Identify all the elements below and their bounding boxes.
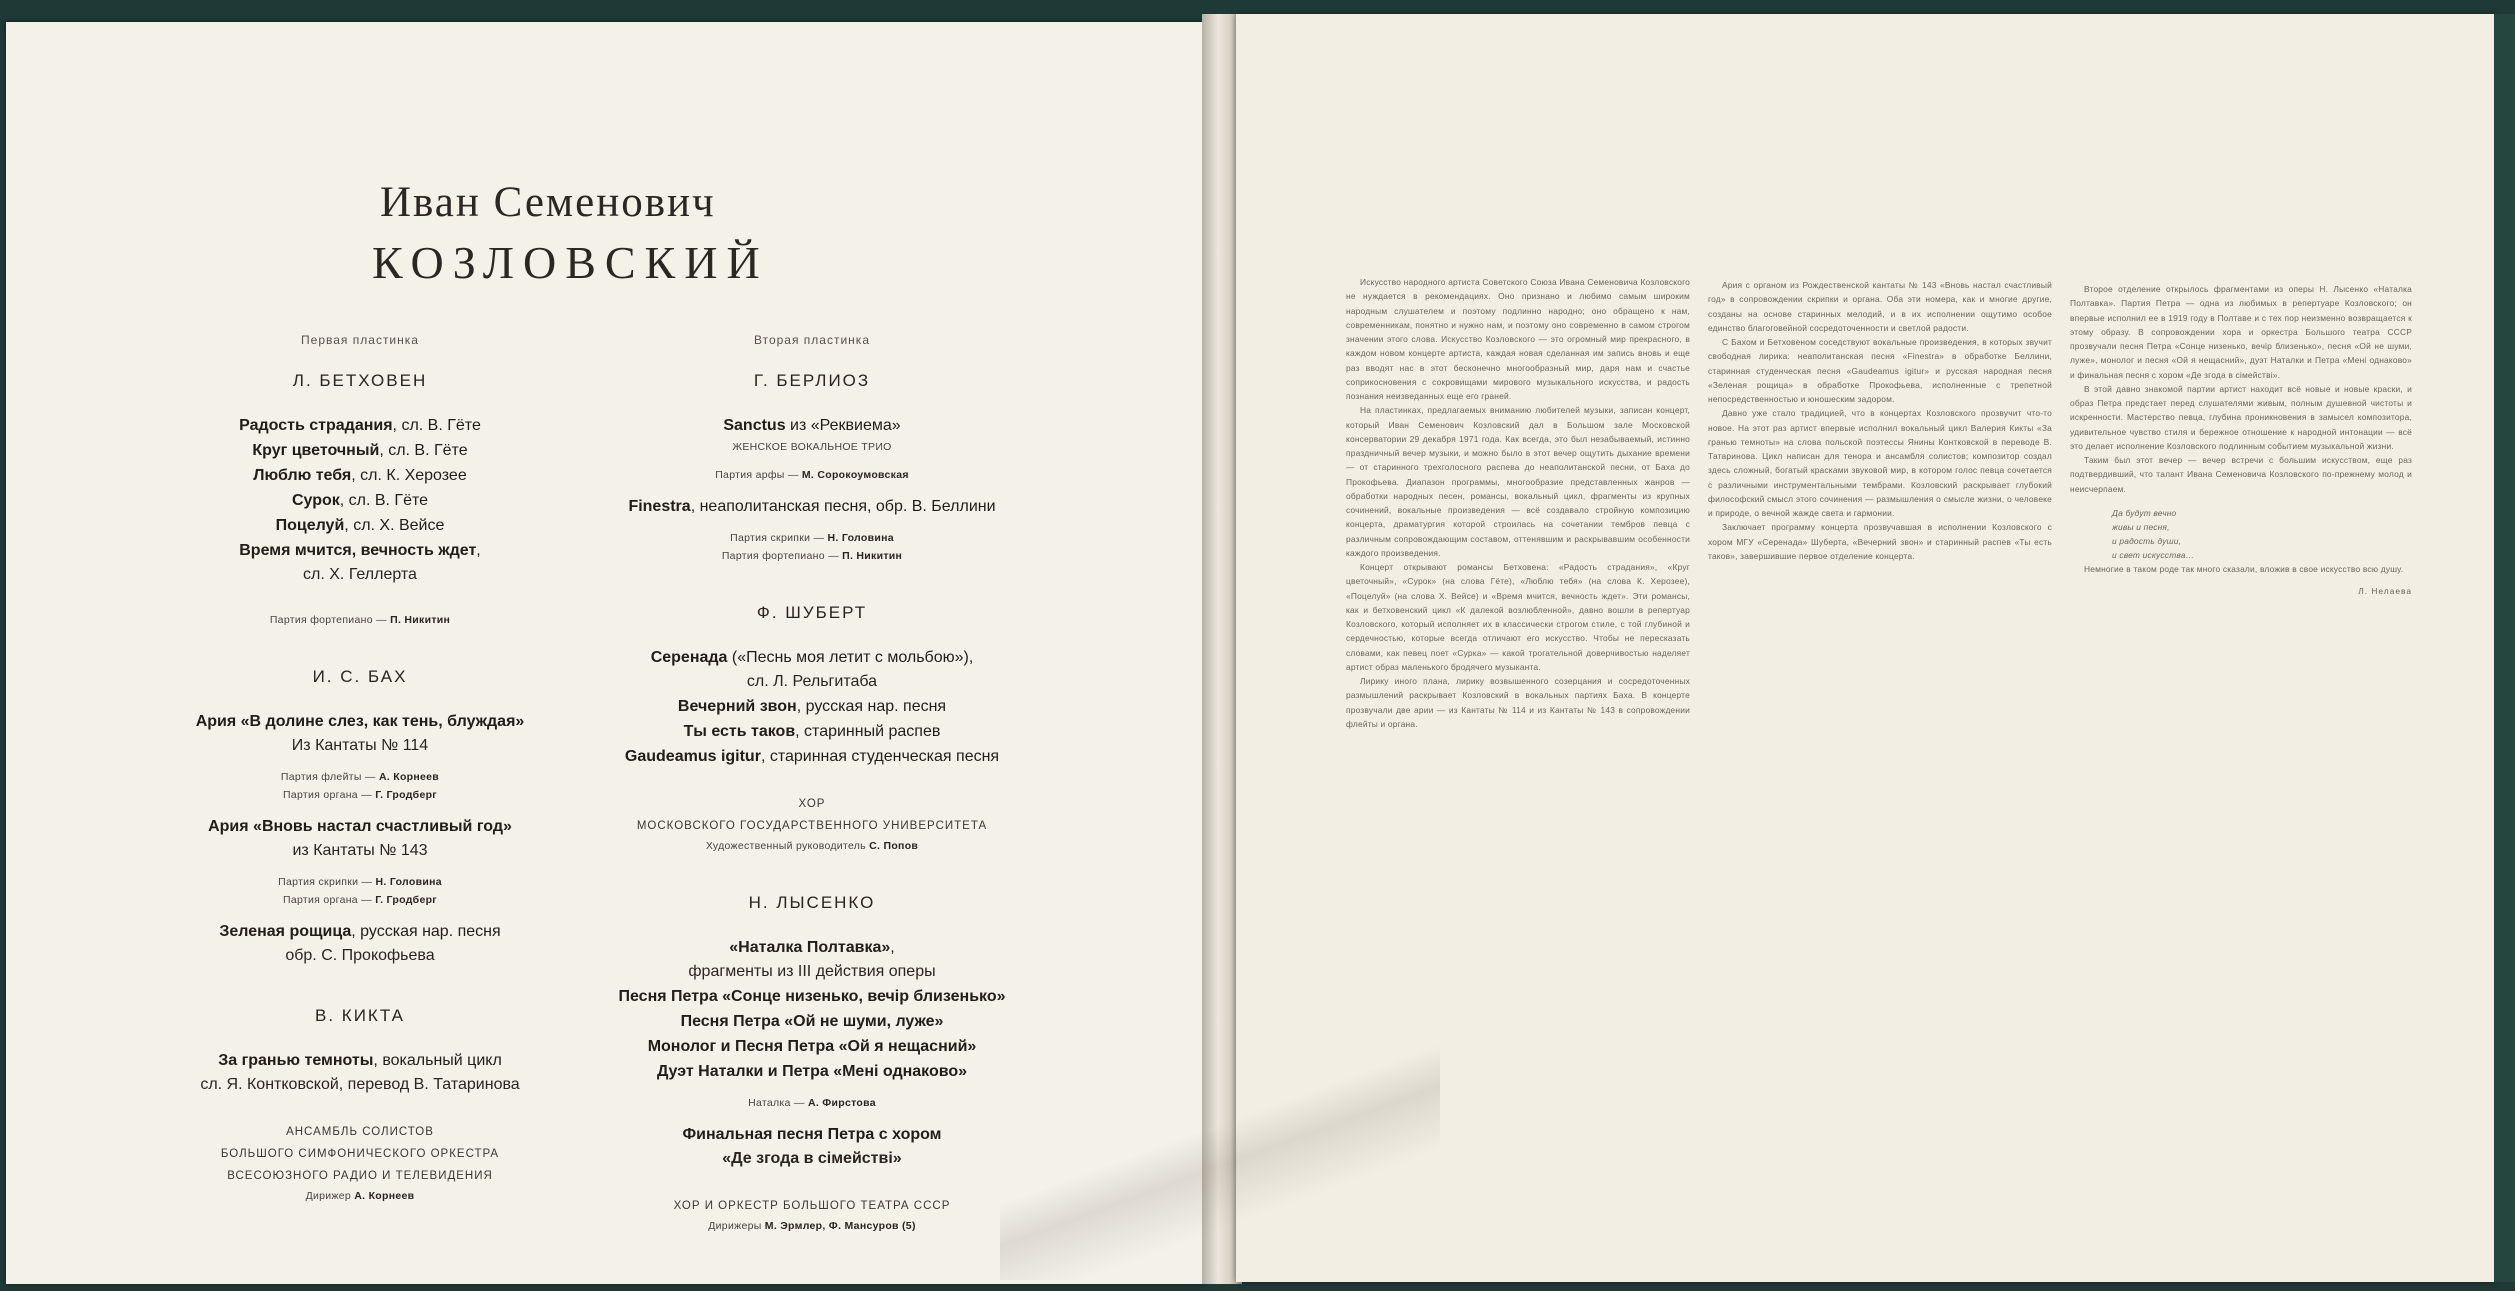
track-title: Люблю тебя, сл. К. Херозее (253, 467, 467, 484)
track-name: Круг цветочный (252, 442, 380, 459)
spacer (598, 1171, 1026, 1195)
poem-line: Да будут вечно (2112, 507, 2177, 518)
track-title: «Наталка Полтавка», (729, 939, 895, 956)
performer-credit: Партия скрипки — Н. Головина (278, 876, 442, 888)
track-name: Дуэт Наталки и Петра «Менi однаково» (656, 1063, 968, 1080)
liner-notes-column-3 (2070, 282, 2412, 598)
article-paragraph: Немногие в таком роде так много сказали, вложив в свое искусство всю душу. (2084, 563, 2404, 574)
article-paragraph: С Бахом и Бетховеном соседствуют вокальные произведения, в которых звучит свободная лирика: неаполитанская песня «Finestra» в обработке Беллини, старинная студенческая песня «Gaudeamus igitur» и русская народная песня «Зеленая рощица» в обработке Прокофьева, исполненные с трепетной непосредственностью и юношеским задором. (1708, 337, 2052, 404)
track-title (598, 1034, 1026, 1059)
performer-credit: Партия скрипки — Н. Головина (730, 532, 894, 544)
performer-name: А. Фирстова (807, 1097, 876, 1109)
track-entry (598, 694, 1026, 719)
track-subtitle: сл. Х. Геллерта (303, 566, 417, 583)
performer-credit: Партия фортепиано — П. Никитин (269, 614, 451, 626)
disc-label: Вторая пластинка (753, 333, 870, 347)
article-paragraph: Ария с органом из Рождественской кантаты № 143 «Вновь настал счастливый год» в сопровождении скрипки и органа. Оба эти номера, как и многие другие, созданы на основе старинных мелодий, и в их исполнении ощутимо особое единство благоговейной сосредоточенности и светлой радости. (1708, 280, 2052, 333)
track-title (170, 814, 550, 839)
track-subtitle: фрагменты из III действия оперы (688, 963, 936, 980)
track-entry (170, 1048, 550, 1097)
performer-credit: Дирижеры М. Эрмлер, Ф. Мансуров (5) (708, 1220, 916, 1232)
track-title: Поцелуй, сл. Х. Вейсе (275, 517, 445, 534)
ensemble-line: ВСЕСОЮЗНОГО РАДИО И ТЕЛЕВИДЕНИЯ (227, 1170, 493, 1182)
ensemble-line: АНСАМБЛЬ СОЛИСТОВ (286, 1126, 434, 1138)
track-name: Песня Петра «Сонце низенько, вечiр близенько» (618, 988, 1006, 1005)
track-entry (170, 488, 550, 513)
track-title: Зеленая рощица, русская нар. песня (219, 923, 501, 940)
performer-name: М. Эрмлер, Ф. Мансуров (5) (764, 1220, 916, 1232)
track-title: Радость страдания, сл. В. Гёте (239, 417, 481, 434)
track-entry (170, 709, 550, 814)
ensemble-line: БОЛЬШОГО СИМФОНИЧЕСКОГО ОРКЕСТРА (220, 1148, 500, 1160)
track-title: Сурок, сл. В. Гёте (291, 492, 429, 509)
liner-notes-column-1 (1346, 275, 1690, 731)
spacer (170, 1097, 550, 1121)
track-entry (598, 1122, 1026, 1171)
performer-credit: Партия органа — Г. Гродберг (283, 789, 437, 801)
track-name: Ария «В долине слез, как тень, блуждая» (195, 713, 525, 730)
performer-name: П. Никитин (842, 550, 903, 562)
track-name: Ария «Вновь настал счастливый год» (208, 818, 512, 835)
track-name: Монолог и Песня Петра «Ой я нещасний» (647, 1038, 977, 1055)
track-name: За гранью темноты (218, 1052, 374, 1069)
track-entry (170, 463, 550, 488)
spacer (170, 863, 550, 873)
track-entry (598, 494, 1026, 565)
composer-heading: В. КИКТА (315, 1006, 405, 1025)
track-name: Время мчится, вечность ждет (239, 542, 477, 559)
track-subtitle: сл. Я. Контковской, перевод В. Татаринова (200, 1076, 520, 1093)
track-title: Вечерний звон, русская нар. песня (677, 698, 947, 715)
performer-name: Г. Гродберг (375, 894, 437, 906)
spacer (170, 968, 550, 998)
article-paragraph: Искусство народного артиста Советского Союза Ивана Семеновича Козловского не нуждается в рекомендациях. Оно признано и любимо самым широким народным слушателем и поэтому подлинно народно; оно обращено к нам, современникам, понятно и нужно нам, и поэтому оно современно в самом строгом значении этого слова. Искусство Козловского — это огромный мир прекрасного, в каждом новом концерте артиста, каждая новая сделанная им запись вновь и еще раз вводят нас в этот бесконечно многообразный мир, даря нам и счастье соприкосновения с сокровищами мирового музыкального искусства, и радость познания неизведанных еще его граней. (1346, 277, 1690, 401)
track-subtitle: обр. С. Прокофьева (285, 947, 435, 964)
track-name: Сурок (291, 492, 340, 509)
track-title: Sanctus из «Реквиема» (723, 417, 901, 434)
fold-shadow (1000, 1010, 1440, 1280)
spacer (598, 484, 1026, 494)
track-name: Песня Петра «Ой не шуми, луже» (680, 1013, 944, 1030)
track-title: Gaudeamus igitur, старинная студенческая песня (624, 748, 1000, 765)
artist-surname: КОЗЛОВСКИЙ (372, 237, 769, 288)
performer-credit: Партия органа — Г. Гродберг (283, 894, 437, 906)
track-subtitle: Из Кантаты № 114 (291, 737, 429, 754)
performer-name: А. Корнеев (378, 771, 440, 783)
track-title (170, 709, 550, 734)
track-name: Радость страдания (239, 417, 393, 434)
composer-heading: Н. ЛЫСЕНКО (748, 893, 876, 912)
track-entry (170, 413, 550, 438)
track-subtitle: сл. Л. Рельгитаба (746, 673, 878, 690)
disc-label: Первая пластинка (301, 333, 419, 347)
article-paragraph: Заключает программу концерта прозвучавшая в исполнении Козловского с хором МГУ «Серенада» Шуберта, «Вечерний звон» и старинный распев «Ты есть таков», завершившие первое отделение концерта. (1708, 522, 2052, 561)
track-title: За гранью темноты, вокальный цикл (218, 1052, 502, 1069)
article-paragraph: В этой давно знакомой партии артист находит всё новые и новые краски, и образ Петра предстает перед слушателями живым, полным душевной чистоты и искренности. Мастерство певца, глубина проникновения в замысел композитора, удивительное чувство стиля и бережное отношение к народной интонации — всё это делает исполнение Козловского подлинным событием музыкальной жизни. (2070, 383, 2412, 451)
track-subtitle (598, 1147, 1026, 1171)
composer-heading: И. С. БАХ (312, 667, 408, 686)
performer-name: А. Корнеев (354, 1190, 415, 1202)
poem-quote (2112, 506, 2412, 562)
performer-credit: Наталка — А. Фирстова (748, 1097, 876, 1109)
article-paragraph: Второе отделение открылось фрагментами из оперы Н. Лысенко «Наталка Полтавка». Партия Петра — одна из любимых в репертуаре Козловского; он впервые исполнил ее в 1919 году в Полтаве и с тех пор неизменно возвращается к этому образу. В сопровождении хора и оркестра Большого театра СССР прозвучали песня Петра «Сонце низенько, вечiр близенько», песня «Ой не шуми, луже», монолог и песня «Ой я нещасний», дуэт Наталки и Петра «Менi однаково» и финальная песня с хором «Де згода в сiмействi». (2070, 284, 2412, 380)
author-signature: Л. Нелаева (2358, 586, 2412, 596)
article-paragraph: Таким был этот вечер — вечер встречи с большим искусством, еще раз подтвердивший, что талант Ивана Семеновича Козловского по-прежнему молод и неисчерпаем. (2070, 455, 2412, 494)
track-entry (598, 744, 1026, 769)
disc1-tracklist (170, 333, 550, 1205)
poem-line: и радость души, (2112, 535, 2182, 546)
track-entry (598, 984, 1026, 1009)
track-entry (598, 413, 1026, 494)
performer-name: Н. Головина (375, 876, 442, 888)
artist-first-names: Иван Семенович (380, 179, 716, 226)
performer-name: П. Никитин (390, 614, 451, 626)
performer-credit: Партия флейты — А. Корнеев (280, 771, 440, 783)
track-name: Люблю тебя (253, 467, 352, 484)
performer-credit: Художественный руководитель С. Попов (705, 840, 919, 852)
track-name: Поцелуй (275, 517, 345, 534)
ensemble-line: ХОР (798, 798, 826, 810)
spacer (170, 758, 550, 768)
article-paragraph: На пластинках, предлагаемых вниманию любителей музыки, записан концерт, который Иван Семенович Козловский дал в Большом зале Московской консерватории 29 декабря 1971 года. Как всегда, это был незабываемый, истинно праздничный вечер музыки, и можно было в этот вечер ощутить дыхание времени — от старинного трехголосного распева до неаполитанской песни, от Баха до Прокофьева. Диапазон программы, многообразие представленных жанров — обработки народных песен, романсы, вокальный цикл, фрагменты из крупных сочинений, вокальные произведения — всё создавало стройную композицию концерта, драматургия которой строилась на сочетании тембров певца с различным сопровождающим составом, оттенявшим и раскрывавшим особенности каждого произведения. (1346, 405, 1690, 558)
track-entry (170, 919, 550, 968)
composer-heading: Г. БЕРЛИОЗ (753, 371, 871, 390)
track-title (598, 1009, 1026, 1034)
performer-name: С. Попов (869, 840, 919, 852)
poem-line: и свет искусства… (2112, 549, 2195, 560)
track-subtitle-bold: «Де згода в сiмействi» (722, 1150, 902, 1167)
track-entry (170, 513, 550, 538)
spacer (598, 456, 1026, 466)
track-title: Серенада («Песнь моя летит с мольбою»), (650, 649, 974, 666)
track-name: Sanctus (723, 417, 786, 434)
performer-credit: Дирижер А. Корнеев (305, 1190, 415, 1202)
background-edge (2494, 14, 2515, 1282)
track-name: Финальная песня Петра с хором (682, 1126, 942, 1143)
track-entry (598, 719, 1026, 744)
track-entry (170, 538, 550, 587)
performer-name: Г. Гродберг (375, 789, 437, 801)
track-name: Зеленая рощица (219, 923, 352, 940)
track-name: Вечерний звон (677, 698, 797, 715)
article-paragraph: Лирику иного плана, лирику возвышенного созерцания и сосредоточенных размышлений раскрывает Козловский в вокальных партиях Баха. В концерте прозвучали две арии — из Кантаты № 114 и из Кантаты № 143 в сопровождении флейты и органа. (1346, 676, 1690, 729)
track-title (598, 1122, 1026, 1147)
spacer (598, 855, 1026, 885)
track-title (598, 1059, 1026, 1084)
composer-heading: Ф. ШУБЕРТ (756, 603, 868, 622)
performer-credit: Партия фортепиано — П. Никитин (721, 550, 903, 562)
track-name: «Наталка Полтавка» (729, 939, 891, 956)
track-title: Время мчится, вечность ждет, (239, 542, 481, 559)
ensemble-note: ЖЕНСКОЕ ВОКАЛЬНОЕ ТРИО (732, 441, 892, 453)
article-paragraph: Давно уже стало традицией, что в концертах Козловского прозвучит что-то новое. На этот раз артист впервые исполнил вокальный цикл Валерия Кикты «За гранью темноты» на слова польской поэтессы Янины Контковской в переводе В. Татаринова. Цикл написан для тенора и ансамбля солистов; композитор создал здесь сложный, богатый красками звуковой мир, в котором голос певца сочетается с различными инструментальными тембрами. Козловский раскрывает глубокий философский смысл этого сочинения — размышления о смысле жизни, о человеке и природе, о вечной жажде света и гармонии. (1708, 408, 2052, 518)
ensemble-line: МОСКОВСКОГО ГОСУДАРСТВЕННОГО УНИВЕРСИТЕТА (636, 820, 988, 832)
track-name: Finestra (628, 498, 691, 515)
track-title: Ты есть таков, старинный распев (683, 723, 941, 740)
track-entry (598, 1009, 1026, 1034)
track-title: Круг цветочный, сл. В. Гёте (252, 442, 468, 459)
spacer (598, 1084, 1026, 1094)
performer-name: Н. Головина (827, 532, 894, 544)
performer-name: М. Сорокоумовская (801, 469, 909, 481)
spacer (598, 565, 1026, 595)
track-entry (170, 438, 550, 463)
disc2-tracklist (598, 333, 1026, 1235)
spacer (598, 519, 1026, 529)
poem-line: живы и песня, (2112, 521, 2170, 532)
track-entry (598, 645, 1026, 694)
track-title: Finestra, неаполитанская песня, обр. В. Беллини (628, 498, 996, 515)
track-entry (598, 1034, 1026, 1059)
spacer (170, 804, 550, 814)
track-name: Ты есть таков (683, 723, 796, 740)
performer-credit: Партия арфы — М. Сорокоумовская (715, 469, 909, 481)
track-name: Серенада (650, 649, 728, 666)
track-subtitle: из Кантаты № 143 (292, 842, 428, 859)
spacer (598, 769, 1026, 793)
ensemble-line: ХОР И ОРКЕСТР БОЛЬШОГО ТЕАТРА СССР (673, 1200, 951, 1212)
track-name: Gaudeamus igitur (624, 748, 761, 765)
spacer (598, 1112, 1026, 1122)
track-entry (170, 814, 550, 919)
liner-notes-column-2 (1708, 278, 2052, 563)
track-title (598, 984, 1026, 1009)
spacer (170, 587, 550, 611)
spacer (170, 909, 550, 919)
spacer (170, 629, 550, 659)
track-entry (598, 1059, 1026, 1122)
composer-heading: Л. БЕТХОВЕН (292, 371, 428, 390)
track-entry (598, 935, 1026, 984)
article-paragraph: Концерт открывают романсы Бетховена: «Радость страдания», «Круг цветочный», «Сурок» (на слова Гёте), «Люблю тебя» (на слова К. Херозее), «Поцелуй» (на слова Х. Вейсе) и «Время мчится, вечность ждет». Эти романсы, как и бетховенский цикл «К далекой возлюбленной», давно вошли в репертуар Козловского, который исполняет их в классически строгом стиле, с той глубиной и сердечностью, которые всегда отличают его искусство. Чтобы не пересказать словами, как певец поет «Сурка» — какой трогательной доверчивостью наделяет артист образ маленького бродячего музыканта. (1346, 562, 1690, 672)
